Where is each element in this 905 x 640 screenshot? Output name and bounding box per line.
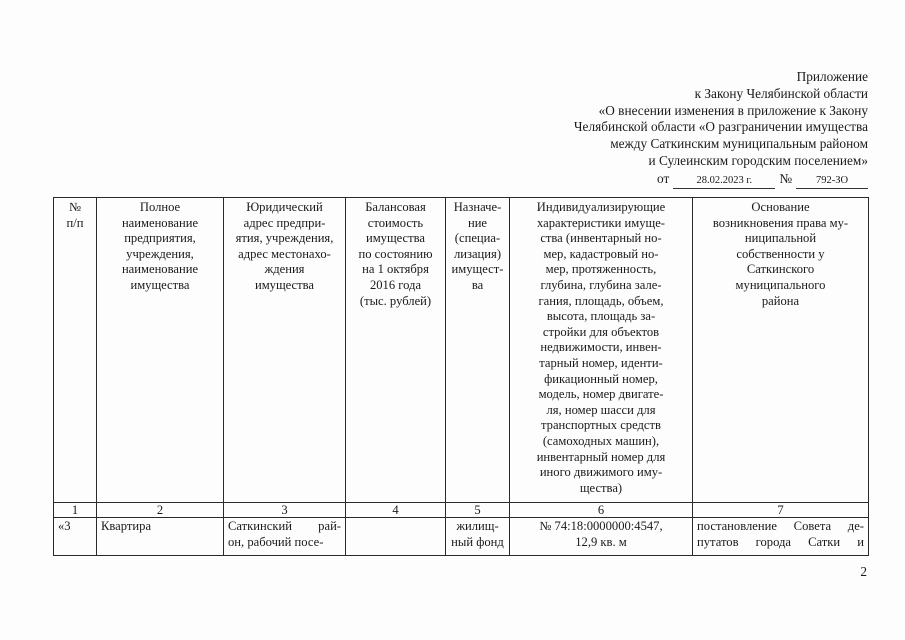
text-line: № 74:18:0000000:4547, [539, 519, 663, 533]
text-line: характеристики имуще- [536, 215, 666, 230]
text-line: наименование [121, 262, 199, 277]
text-line: возникновения права му- [712, 215, 849, 230]
header-cell-characteristics [510, 198, 693, 503]
row-number: «3 [54, 518, 97, 556]
header-cell-balance [346, 198, 446, 503]
table-row [54, 518, 869, 556]
text-line: Основание [751, 200, 810, 214]
text-line: по состоянию [358, 246, 433, 261]
text-line: Саткинского [746, 262, 815, 277]
text-line: на 1 октября [362, 262, 429, 277]
header-cell-name [97, 198, 224, 503]
text-line: имущест- [451, 262, 504, 277]
column-number: 5 [446, 503, 510, 518]
header-cell-basis [693, 198, 869, 503]
text-line: Назначе- [453, 200, 502, 214]
text-line: 2016 года [369, 277, 422, 292]
table-header-row [54, 198, 869, 503]
text-line: иного движимого иму- [539, 465, 663, 480]
text-line: собственности у [736, 246, 825, 261]
text-line: имущества [365, 231, 426, 246]
text-line: п/п [66, 215, 84, 230]
text-line: (самоходных машин), [542, 433, 660, 448]
row-characteristics [510, 518, 693, 556]
law-date: 28.02.2023 г. [673, 174, 775, 189]
text-line: транспортных средств [541, 418, 661, 433]
text-line: ниципальной [744, 231, 817, 246]
text-line: Полное [139, 200, 181, 214]
appendix-header [468, 69, 868, 189]
text-line: ва [471, 277, 484, 292]
appendix-line: между Саткинским муниципальным районом [610, 136, 868, 152]
text-line: предприятия, [124, 231, 196, 246]
text-line: лизация) [453, 246, 502, 261]
appendix-line: Челябинской области «О разграничении имущества [573, 119, 868, 135]
text-line: инвентарный номер для [536, 449, 666, 464]
text-line: адрес предпри- [243, 215, 326, 230]
column-number: 6 [510, 503, 693, 518]
text-line: мер, кадастровый но- [543, 246, 659, 261]
text-line: учреждения, [126, 246, 194, 261]
column-number: 3 [224, 503, 346, 518]
row-basis [693, 518, 869, 556]
text-line: мер, протяженность, [545, 262, 657, 277]
appendix-line: к Закону Челябинской области [694, 85, 868, 101]
text-line: тарный номер, иденти- [539, 355, 663, 370]
text-line: наименование [121, 215, 199, 230]
text-line: ства (инвентарный но- [540, 231, 662, 246]
text-line: адрес местонахо- [238, 246, 331, 261]
column-number: 2 [97, 503, 224, 518]
appendix-line: и Сулеинским городским поселением» [648, 152, 868, 168]
text-line: фикационный номер, [544, 371, 658, 386]
column-number: 4 [346, 503, 446, 518]
text-line: недвижимости, инвен- [540, 340, 662, 355]
appendix-line: «О внесении изменения в приложение к Закону [598, 102, 868, 118]
column-number: 7 [693, 503, 869, 518]
text-line: высота, площадь за- [546, 309, 656, 324]
page-number: 2 [860, 564, 867, 579]
text-line: 12,9 кв. м [575, 534, 627, 549]
text-line: муниципального [735, 277, 826, 292]
text-line: имущества [130, 277, 190, 292]
row-balance [346, 518, 446, 556]
text-line: модель, номер двигате- [538, 387, 664, 402]
row-name: Квартира [97, 518, 224, 556]
text-line: района [761, 293, 800, 308]
text-line: ля, номер шасси для [546, 402, 656, 417]
text-line: (специа- [454, 231, 501, 246]
from-label: от [657, 170, 670, 186]
appendix-title: Приложение [796, 69, 868, 84]
text-line: (тыс. рублей) [359, 293, 432, 308]
header-cell-address [224, 198, 346, 503]
row-basis-line: постановление Совета де- [697, 519, 864, 533]
text-line: ние [467, 215, 488, 230]
text-line: Балансовая [365, 200, 426, 214]
row-address [224, 518, 346, 556]
row-address-line: Саткинский рай- [228, 519, 341, 533]
text-line: стройки для объектов [542, 324, 660, 339]
text-line: № [68, 200, 82, 214]
property-table [53, 197, 869, 556]
text-line: Юридический [246, 200, 323, 214]
number-label: № [779, 170, 792, 186]
text-line: Индивидуализирующие [536, 200, 666, 214]
text-line: жилищ- [456, 519, 499, 533]
text-line: ятия, учреждения, [235, 231, 334, 246]
text-line: ный фонд [451, 534, 504, 549]
text-line: глубина, глубина зале- [540, 277, 662, 292]
column-number-row [54, 503, 869, 518]
law-date-number-line [468, 171, 868, 189]
column-number: 1 [54, 503, 97, 518]
text-line: щества) [579, 480, 623, 495]
row-address-line: он, рабочий посе- [228, 534, 324, 549]
text-line: гания, площадь, объем, [538, 293, 664, 308]
text-line: имущества [254, 277, 315, 292]
text-line: ждения [264, 262, 305, 277]
header-cell-purpose [446, 198, 510, 503]
text-line: стоимость [367, 215, 424, 230]
row-basis-line: путатов города Сатки и [697, 534, 864, 549]
law-number: 792-ЗО [796, 174, 868, 189]
header-cell-number [54, 198, 97, 503]
row-purpose [446, 518, 510, 556]
